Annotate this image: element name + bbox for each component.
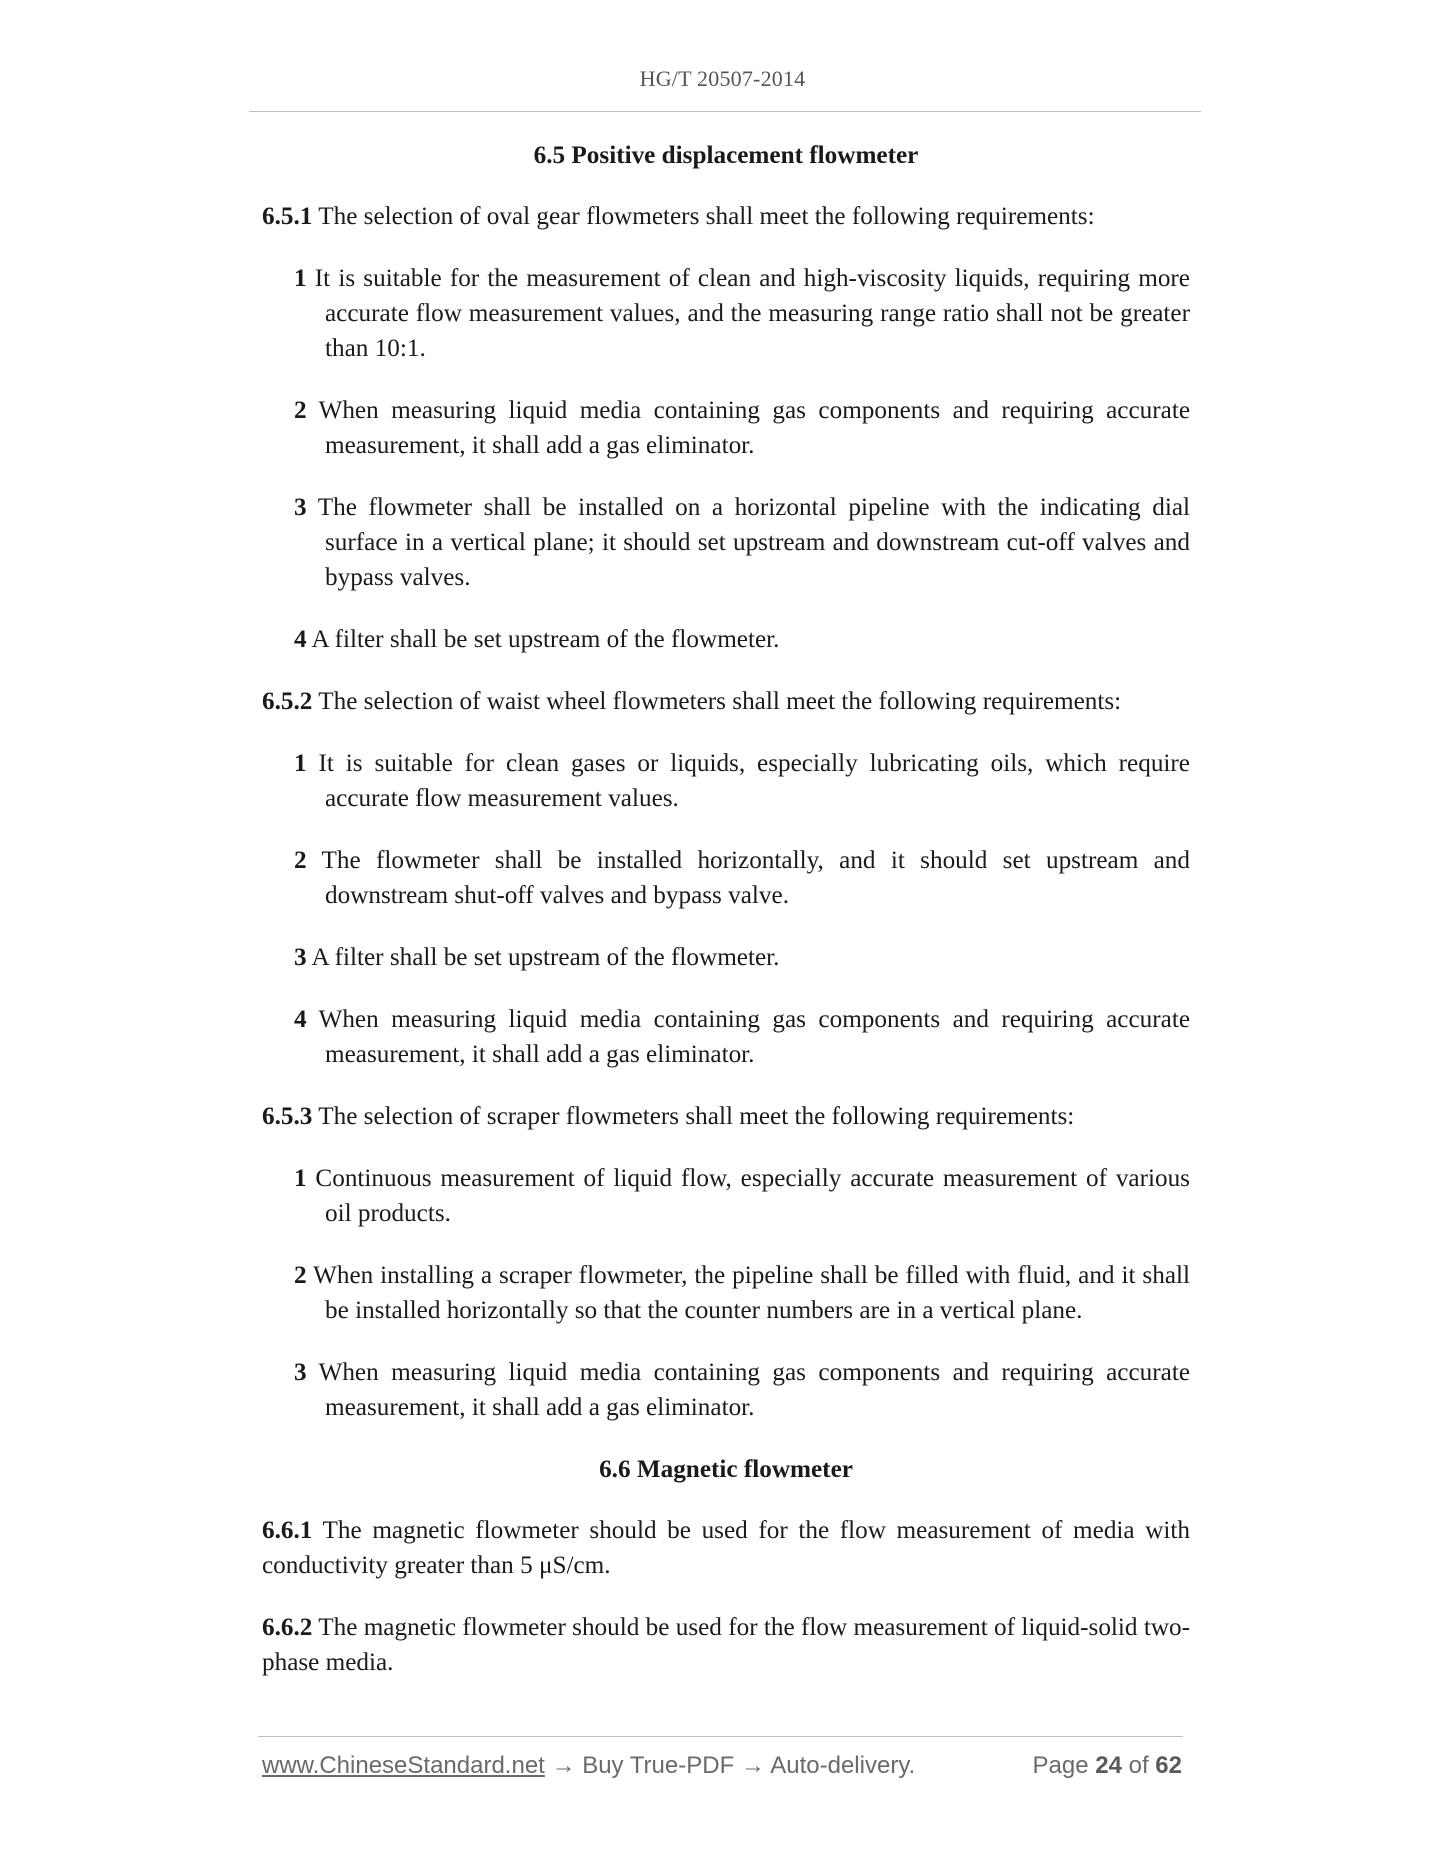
item-number: 2 <box>294 1262 307 1289</box>
list-item <box>294 393 1190 463</box>
item-text: It is suitable for clean gases or liquids, especially lubricating oils, which require accurate flow measurement values. <box>306 750 1190 812</box>
list-item <box>294 843 1190 913</box>
header-divider <box>249 111 1201 112</box>
item-text: The flowmeter shall be installed horizontally, and it should set upstream and downstream shut-off valves and bypass valve. <box>306 847 1190 909</box>
clause-6-5-1 <box>262 199 1190 234</box>
item-text: A filter shall be set upstream of the flowmeter. <box>306 626 780 653</box>
item-text: When measuring liquid media containing gas components and requiring accurate measurement, it shall add a gas eliminator. <box>306 1359 1190 1421</box>
website-link[interactable]: www.ChineseStandard.net <box>262 1752 545 1779</box>
list-item <box>294 261 1190 366</box>
auto-delivery-text: Auto-delivery. <box>770 1752 916 1779</box>
item-text: The flowmeter shall be installed on a horizontal pipeline with the indicating dial surface in a vertical plane; it should set upstream and downstream cut-off valves and bypass valves. <box>306 494 1190 591</box>
item-number: 3 <box>294 1359 307 1386</box>
clause-number: 6.6.2 <box>262 1614 313 1641</box>
section-heading-6-6: 6.6 Magnetic flowmeter <box>599 1456 853 1483</box>
item-text: When measuring liquid media containing gas components and requiring accurate measurement, it shall add a gas eliminator. <box>306 397 1190 459</box>
of-label: of <box>1128 1752 1149 1779</box>
page-footer <box>262 1752 1182 1786</box>
item-number: 2 <box>294 397 307 424</box>
item-text: A filter shall be set upstream of the flowmeter. <box>306 944 780 971</box>
list-item <box>294 1002 1190 1072</box>
item-number: 1 <box>294 750 307 777</box>
list-item <box>294 1161 1190 1231</box>
item-number: 1 <box>294 1165 307 1192</box>
clause-number: 6.6.1 <box>262 1517 313 1544</box>
clause-6-6-1 <box>262 1513 1190 1583</box>
buy-true-pdf-text: Buy True-PDF <box>582 1752 735 1779</box>
clause-text: The magnetic flowmeter should be used for the flow measurement of media with conductivity greater than 5 μS/cm. <box>262 1517 1190 1579</box>
list-item <box>294 1258 1190 1328</box>
arrow-right-icon: → <box>734 1752 771 1779</box>
clause-text: The selection of oval gear flowmeters shall meet the following requirements: <box>312 203 1095 230</box>
clause-text: The selection of scraper flowmeters shall meet the following requirements: <box>312 1103 1075 1130</box>
section-heading-6-5: 6.5 Positive displacement flowmeter <box>533 142 919 169</box>
item-number: 4 <box>294 1006 307 1033</box>
clause-text: The selection of waist wheel flowmeters shall meet the following requirements: <box>312 688 1122 715</box>
clause-number: 6.5.2 <box>262 688 313 715</box>
clause-text: The magnetic flowmeter should be used for the flow measurement of liquid-solid two-phase media. <box>262 1614 1190 1676</box>
page-body <box>262 138 1190 1707</box>
clause-number: 6.5.1 <box>262 203 313 230</box>
arrow-right-icon: → <box>544 1752 583 1779</box>
list-item <box>294 940 1190 975</box>
item-text: When installing a scraper flowmeter, the pipeline shall be filled with fluid, and it shall be installed horizontally so that the counter numbers are in a vertical plane. <box>306 1262 1190 1324</box>
list-item <box>294 1355 1190 1425</box>
item-number: 4 <box>294 626 307 653</box>
item-number: 3 <box>294 494 307 521</box>
list-item <box>294 746 1190 816</box>
page-number: 24 <box>1095 1752 1122 1779</box>
list-item <box>294 490 1190 595</box>
list-item <box>294 622 1190 657</box>
page-indicator <box>1033 1752 1183 1780</box>
item-text: Continuous measurement of liquid flow, especially accurate measurement of various oil products. <box>306 1165 1190 1227</box>
page-header-doc-code: HG/T 20507-2014 <box>639 66 806 91</box>
item-number: 1 <box>294 265 307 292</box>
footer-divider <box>258 1736 1183 1737</box>
clause-6-5-3 <box>262 1099 1190 1134</box>
item-text: When measuring liquid media containing gas components and requiring accurate measurement, it shall add a gas eliminator. <box>306 1006 1190 1068</box>
item-number: 2 <box>294 847 307 874</box>
clause-6-5-2 <box>262 684 1190 719</box>
clause-number: 6.5.3 <box>262 1103 313 1130</box>
page-total: 62 <box>1155 1752 1182 1779</box>
item-text: It is suitable for the measurement of clean and high-viscosity liquids, requiring more accurate flow measurement values, and the measuring range ratio shall not be greater than 10:1. <box>306 265 1190 362</box>
page-label: Page <box>1032 1752 1089 1779</box>
item-number: 3 <box>294 944 307 971</box>
clause-6-6-2 <box>262 1610 1190 1680</box>
footer-promo <box>262 1752 915 1780</box>
